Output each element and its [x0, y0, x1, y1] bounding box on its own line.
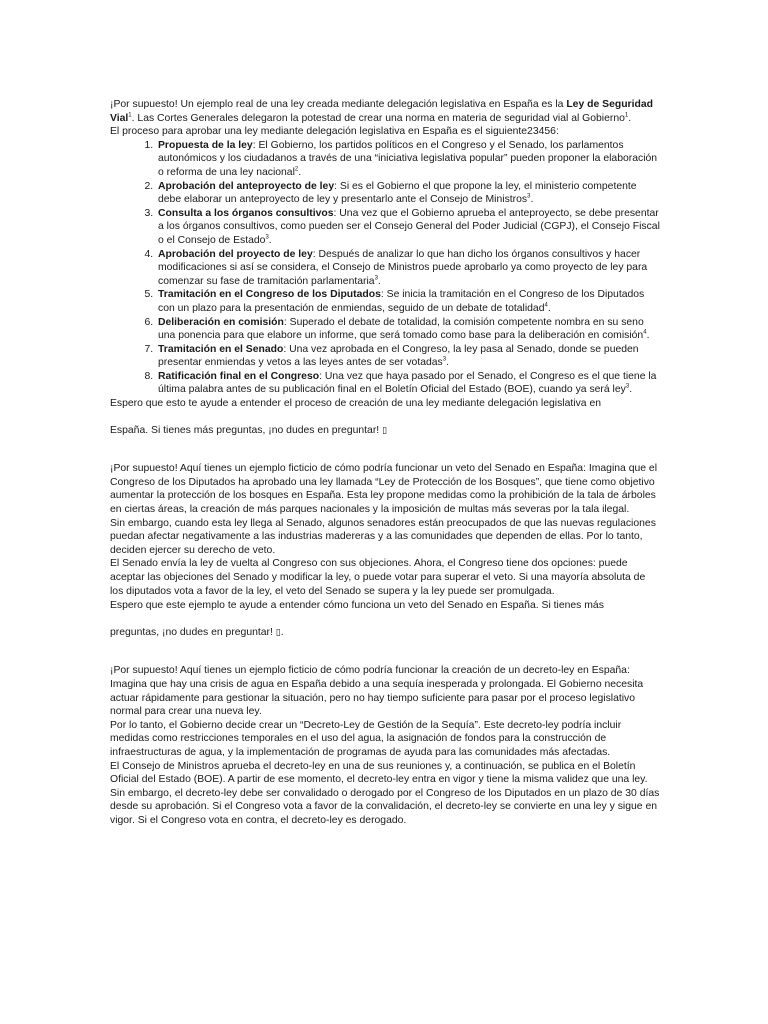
section3-paragraph: Sin embargo, el decreto-ley debe ser convalidado o derogado por el Congreso de los Diputados en un plazo de 30 días desde su aprobación. Si el Congreso vota a favor de la convalidación, el decreto-ley se convierte en una ley y sigue en vigor. Si el Congreso vota en contra, el decreto-ley es derogado.	[110, 787, 660, 826]
intro-text-cont: . Las Cortes Generales delegaron la potestad de crear una norma en materia de seguridad vial al Gobierno	[131, 112, 625, 124]
list-item	[156, 343, 660, 370]
step-text: : Después de analizar lo que han dicho los órganos consultivos y hacer modificaciones si así se considera, el Consejo de Ministros puede aprobarlo ya como proyecto de ley para comenzar su fase de tramitación parlamentaria	[158, 248, 648, 287]
step-title: Deliberación en comisión	[158, 316, 284, 328]
section2-paragraph: Sin embargo, cuando esta ley llega al Senado, algunos senadores están preocupados de que las nuevas regulaciones puedan afectar negativamente a las industrias madereras y a las comunidades que dependen de ellas. Por lo tanto, deciden ejercer su derecho de veto.	[110, 517, 656, 556]
step-end: .	[547, 302, 551, 314]
list-item	[156, 248, 660, 289]
step-end: .	[629, 384, 633, 396]
footnote-ref: 3	[442, 356, 447, 363]
step-text: : Se inicia la tramitación en el Congreso de los Diputados con un plazo para la presentación de enmiendas, seguido de un debate de totalidad	[158, 289, 645, 314]
step-title: Ratificación final en el Congreso	[158, 370, 320, 382]
footnote-ref: 2	[294, 166, 299, 173]
document-page	[110, 98, 660, 828]
footnote-ref: 3	[265, 234, 269, 241]
section2-closing-line2	[110, 626, 660, 641]
step-end: .	[446, 357, 449, 369]
footnote-ref: 3	[527, 193, 531, 200]
missing-glyph-icon: ▯	[275, 627, 281, 638]
section2-intro: ¡Por supuesto! Aquí tienes un ejemplo ficticio de cómo podría funcionar un veto del Senado en España: Imagina que el Congreso de los Diputados ha aprobado una ley llamada “Ley de Protección de los Bosques”, que tiene como objetivo aumentar la protección de los bosques en España. Esta ley propone medidas como la prohibición de la tala de árboles en ciertas áreas, la creación de más parques nacionales y la imposición de multas más severas por la tala ilegal.	[110, 463, 658, 516]
step-title: Aprobación del proyecto de ley	[158, 248, 313, 260]
section1-closing-line2	[110, 424, 660, 439]
list-item	[156, 316, 660, 343]
section3-intro: ¡Por supuesto! Aquí tienes un ejemplo ficticio de cómo podría funcionar la creación de un decreto-ley en España:	[110, 665, 630, 677]
footnote-ref: 4	[643, 329, 647, 336]
step-text: : Superado el debate de totalidad, la comisión competente nombra en su seno una ponencia para que elabore un informe, que será tomado como base para la deliberación en comisión	[158, 316, 644, 342]
footnote-ref: 4	[544, 302, 548, 309]
process-intro: El proceso para aprobar una ley mediante delegación legislativa en España es el siguiente23456:	[110, 126, 559, 138]
step-end: .	[646, 330, 650, 342]
list-item	[156, 139, 660, 180]
step-end: .	[530, 194, 534, 206]
step-title: Propuesta de la ley	[158, 139, 253, 151]
footnote-ref: 1	[624, 112, 629, 119]
closing-text: España. Si tienes más preguntas, ¡no dudes en preguntar!	[110, 424, 383, 436]
step-text: : Una vez aprobada en el Congreso, la ley pasa al Senado, donde se pueden presentar enmiendas y vetos a las leyes antes de ser votadas	[158, 343, 639, 369]
step-text: : Una vez que el Gobierno aprueba el anteproyecto, se debe presentar a los órganos consultivos, como pueden ser el Consejo General del Poder Judicial (CGPJ), el Consejo Fiscal o el Consejo de Estado	[158, 207, 660, 246]
step-title: Tramitación en el Senado	[158, 343, 284, 355]
footnote-ref: 3	[374, 275, 378, 282]
section3-paragraph: Por lo tanto, el Gobierno decide crear un “Decreto-Ley de Gestión de la Sequía”. Este decreto-ley podría incluir medidas como restricciones temporales en el uso del agua, la asignación de fondos para la construcción de infraestructuras de agua, y la implementación de programas de ayuda para las comunidades más afectadas.	[110, 719, 622, 758]
intro-text: ¡Por supuesto! Un ejemplo real de una ley creada mediante delegación legislativa en España es la	[110, 99, 567, 110]
list-item	[156, 180, 660, 207]
intro-end: .	[628, 112, 632, 124]
list-item	[156, 207, 660, 248]
law-name: Ley de Seguridad Vial	[110, 99, 653, 124]
closing-text: preguntas, ¡no dudes en preguntar!	[110, 626, 276, 638]
step-text: : Si es el Gobierno el que propone la ley, el ministerio competente debe elaborar un anteproyecto de ley y presentarlo ante el Consejo de Ministros	[158, 180, 637, 206]
step-title: Consulta a los órganos consultivos	[158, 207, 334, 219]
closing-end: .	[280, 626, 284, 638]
section1-closing-line1: Espero que esto te ayude a entender el proceso de creación de una ley mediante delegación legislativa en	[110, 398, 602, 410]
section3-paragraph: Imagina que hay una crisis de agua en España debido a una sequía inesperada y prolongada. El Gobierno necesita actuar rápidamente para gestionar la situación, pero no hay tiempo suficiente para pasar por el proceso legislativo normal para crear una nueva ley.	[110, 678, 644, 718]
process-steps-list	[110, 139, 660, 397]
section2-paragraph: El Senado envía la ley de vuelta al Congreso con sus objeciones. Ahora, el Congreso tiene dos opciones: puede aceptar las objeciones del Senado y modificar la ley, o puede votar para superar el veto. Si una mayoría absoluta de los diputados vota a favor de la ley, el veto del Senado se supera y la ley puede ser promulgada.	[110, 558, 646, 597]
list-item	[156, 370, 660, 397]
step-text: : El Gobierno, los partidos políticos en el Congreso y el Senado, los parlamentos autonómicos y los ciudadanos a través de una “iniciativa legislativa popular” pueden proponer la elaboración o reforma de una ley nacional	[158, 139, 658, 178]
step-end: .	[268, 234, 272, 246]
missing-glyph-icon: ▯	[382, 425, 388, 436]
step-end: .	[298, 166, 302, 178]
list-item	[156, 288, 660, 315]
step-end: .	[377, 275, 381, 287]
section1-intro	[110, 98, 660, 125]
step-title: Aprobación del anteproyecto de ley	[158, 180, 335, 192]
step-text: : Una vez que haya pasado por el Senado, el Congreso es el que tiene la última palabra antes de su publicación final en el Boletín Oficial del Estado (BOE), cuando ya será ley	[158, 370, 657, 396]
footnote-ref: 3	[625, 384, 630, 390]
footnote-ref: 1	[128, 112, 132, 119]
step-title: Tramitación en el Congreso de los Diputados	[158, 289, 381, 301]
section2-closing-line1: Espero que este ejemplo te ayude a entender cómo funciona un veto del Senado en España. Si tienes más	[110, 600, 604, 612]
section3-paragraph: El Consejo de Ministros aprueba el decreto-ley en una de sus reuniones y, a continuación, se publica en el Boletín Oficial del Estado (BOE). A partir de ese momento, el decreto-ley entra en vigor y tiene la misma validez que una ley.	[110, 760, 648, 786]
